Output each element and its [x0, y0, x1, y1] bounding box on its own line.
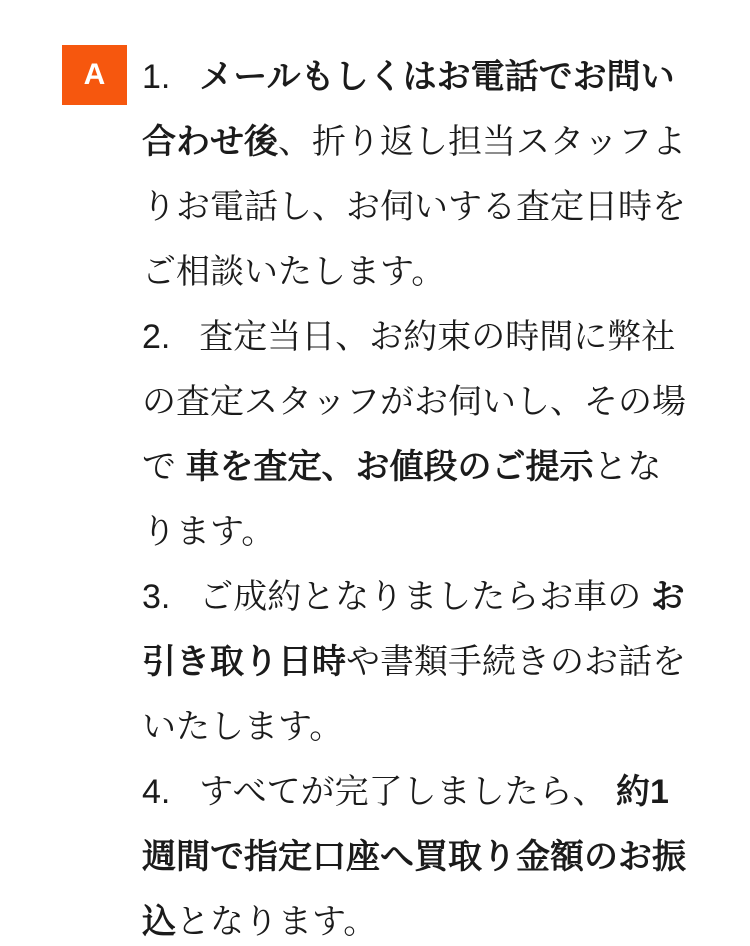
- item-number: 3.: [142, 578, 171, 616]
- item-text-bold: 約1週間で指定口座へ買取り金額のお振込: [142, 773, 686, 941]
- answer-item: [142, 45, 688, 305]
- item-number: 1.: [142, 58, 171, 96]
- item-text: ご成約となりましたらお車の: [199, 578, 651, 616]
- item-text: や書類手続きのお話をいたします。: [142, 643, 686, 746]
- answer-item: [142, 565, 688, 760]
- item-text-bold: お引き取り日時: [142, 578, 685, 681]
- answer-text: [142, 45, 688, 946]
- answer-badge-label: A: [83, 58, 106, 91]
- item-text-bold: 車を査定、お値段のご提示: [185, 448, 594, 486]
- answer-item: [142, 760, 688, 946]
- item-text: となります。: [176, 903, 378, 941]
- answer-badge: [62, 45, 127, 105]
- item-number: 4.: [142, 773, 171, 811]
- answer-item: [142, 305, 688, 565]
- item-text: 査定当日、お約束の時間に弊社の査定スタッフがお伺いし、その場で: [142, 318, 686, 486]
- item-text: となります。: [142, 448, 662, 551]
- item-text: 、折り返し担当スタッフよりお電話し、お伺いする査定日時をご相談いたします。: [142, 123, 686, 291]
- item-text-bold: メールもしくはお電話でお問い合わせ後: [142, 58, 675, 161]
- item-text: すべてが完了しましたら、: [199, 773, 617, 811]
- item-number: 2.: [142, 318, 171, 356]
